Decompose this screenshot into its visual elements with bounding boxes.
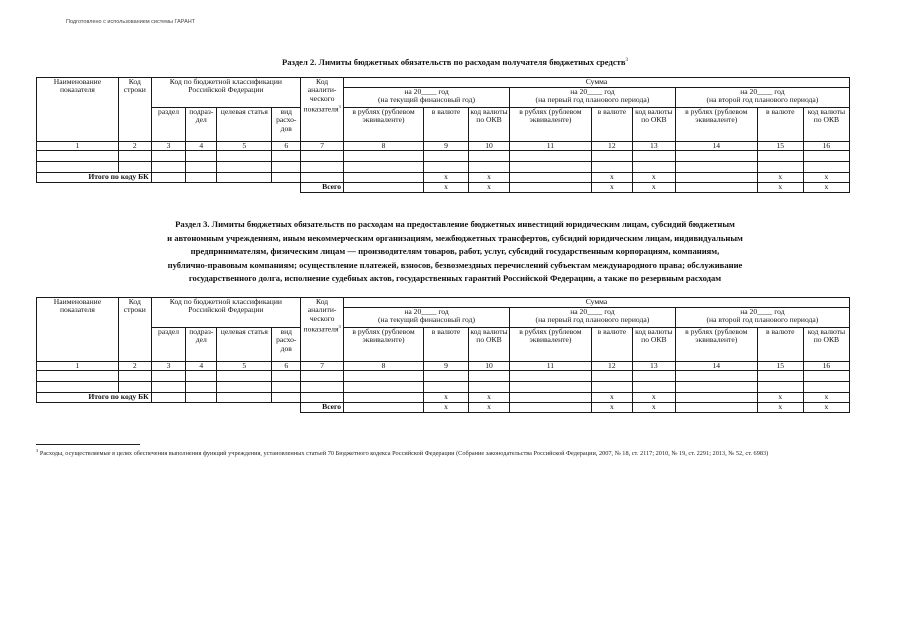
column-number-row	[37, 142, 850, 151]
cell[interactable]	[272, 151, 301, 162]
cell[interactable]	[469, 382, 510, 393]
x-mark: x	[423, 393, 468, 403]
cell[interactable]	[509, 393, 591, 403]
cell[interactable]	[632, 151, 675, 162]
data-row[interactable]	[37, 371, 850, 382]
header-currency: в валюте	[757, 108, 803, 142]
period-desc: (на второй год планового периода)	[706, 95, 819, 105]
header-sum: Сумма	[344, 298, 850, 308]
header-okv: код валюты по ОКВ	[803, 108, 849, 142]
total-all-label: Всего	[301, 183, 344, 193]
header-okv: код валюты по ОКВ	[803, 328, 849, 362]
section2-table	[36, 77, 850, 193]
header-period-plan2	[675, 88, 849, 108]
col-number: 8	[344, 142, 424, 151]
cell[interactable]	[301, 162, 344, 173]
col-number: 6	[272, 142, 301, 151]
cell[interactable]	[217, 371, 272, 382]
col-number: 12	[591, 362, 632, 371]
col-number: 14	[675, 142, 757, 151]
col-number: 14	[675, 362, 757, 371]
col-number: 9	[423, 362, 468, 371]
cell[interactable]	[757, 371, 803, 382]
cell[interactable]	[632, 162, 675, 173]
header-okv: код валюты по ОКВ	[632, 108, 675, 142]
cell[interactable]	[591, 371, 632, 382]
period-year: на 20____ год	[740, 307, 785, 316]
period-year: на 20____ год	[570, 307, 615, 316]
cell[interactable]	[118, 162, 151, 173]
col-number: 12	[591, 142, 632, 151]
header-podrazdel: подраз- дел	[186, 108, 217, 142]
cell[interactable]	[509, 183, 591, 193]
cell[interactable]	[344, 151, 424, 162]
header-period-plan2	[675, 308, 849, 328]
header-analytic-text: Код аналити- ческого показателя	[303, 297, 339, 334]
cell[interactable]	[37, 382, 119, 393]
header-target-article: целевая статья	[217, 108, 272, 142]
col-number: 10	[469, 362, 510, 371]
cell[interactable]	[675, 151, 757, 162]
header-rub: в рублях (рублевом эквиваленте)	[509, 108, 591, 142]
cell[interactable]	[423, 382, 468, 393]
footnote	[36, 446, 856, 459]
cell[interactable]	[675, 393, 757, 403]
total-all-label: Всего	[301, 403, 344, 413]
cell[interactable]	[469, 162, 510, 173]
total-bk-row	[37, 393, 850, 403]
col-number: 3	[151, 362, 186, 371]
period-year: на 20____ год	[404, 87, 449, 96]
cell[interactable]	[803, 371, 849, 382]
cell[interactable]	[423, 151, 468, 162]
col-number: 3	[151, 142, 186, 151]
total-all-row	[37, 403, 850, 413]
col-number: 15	[757, 362, 803, 371]
period-year: на 20____ год	[404, 307, 449, 316]
header-rub: в рублях (рублевом эквиваленте)	[509, 328, 591, 362]
cell[interactable]	[803, 162, 849, 173]
x-mark: x	[469, 173, 510, 183]
header-currency: в валюте	[423, 108, 468, 142]
cell[interactable]	[757, 151, 803, 162]
cell[interactable]	[186, 173, 217, 183]
col-number: 15	[757, 142, 803, 151]
col-number: 2	[118, 142, 151, 151]
total-all-row	[37, 183, 850, 193]
cell[interactable]	[151, 393, 186, 403]
cell[interactable]	[272, 173, 301, 183]
header-target-article: целевая статья	[217, 328, 272, 362]
section2-title	[60, 54, 850, 69]
cell[interactable]	[37, 151, 119, 162]
cell[interactable]	[509, 382, 591, 393]
cell[interactable]	[186, 162, 217, 173]
x-mark: x	[757, 183, 803, 193]
col-number: 16	[803, 142, 849, 151]
col-number: 6	[272, 362, 301, 371]
cell[interactable]	[217, 393, 272, 403]
header-name: Наименование показателя	[37, 78, 119, 142]
cell[interactable]	[632, 371, 675, 382]
header-expense-type: вид расхо- дов	[272, 328, 301, 362]
cell[interactable]	[509, 162, 591, 173]
x-mark: x	[591, 173, 632, 183]
footnote-divider	[36, 444, 140, 445]
cell[interactable]	[217, 382, 272, 393]
header-expense-type: вид расхо- дов	[272, 108, 301, 142]
x-mark: x	[632, 173, 675, 183]
cell[interactable]	[344, 371, 424, 382]
cell[interactable]	[301, 393, 344, 403]
header-sum: Сумма	[344, 78, 850, 88]
cell[interactable]	[803, 382, 849, 393]
cell[interactable]	[509, 371, 591, 382]
x-mark: x	[632, 183, 675, 193]
column-number-row	[37, 362, 850, 371]
x-mark: x	[423, 183, 468, 193]
col-number: 5	[217, 362, 272, 371]
col-number: 5	[217, 142, 272, 151]
x-mark: x	[757, 393, 803, 403]
cell[interactable]	[344, 403, 424, 413]
cell[interactable]	[675, 183, 757, 193]
header-currency: в валюте	[591, 108, 632, 142]
header-bk-code: Код по бюджетной классификации Российской Федерации	[151, 78, 300, 108]
header-period-current	[344, 308, 510, 328]
cell[interactable]	[803, 151, 849, 162]
cell[interactable]	[301, 151, 344, 162]
section3-title-line: государственного долга, исполнение судебных актов, государственных гарантий Российской Федерации, а также по резервным расходам	[188, 273, 722, 283]
col-number: 4	[186, 142, 217, 151]
period-year: на 20____ год	[570, 87, 615, 96]
col-number: 1	[37, 142, 119, 151]
cell[interactable]	[469, 151, 510, 162]
cell[interactable]	[344, 382, 424, 393]
col-number: 11	[509, 362, 591, 371]
period-desc: (на первый год планового периода)	[535, 315, 650, 325]
cell[interactable]	[344, 393, 424, 403]
x-mark: x	[469, 183, 510, 193]
cell[interactable]	[272, 393, 301, 403]
col-number: 7	[301, 142, 344, 151]
period-desc: (на первый год планового периода)	[535, 95, 650, 105]
cell[interactable]	[151, 173, 186, 183]
cell[interactable]	[217, 151, 272, 162]
footnote-marker: 3	[36, 448, 39, 453]
cell[interactable]	[186, 371, 217, 382]
header-rub: в рублях (рублевом эквиваленте)	[675, 108, 757, 142]
x-mark: x	[423, 403, 468, 413]
section2-title-text: Раздел 2. Лимиты бюджетных обязательств по расходам получателя бюджетных средств	[281, 56, 626, 67]
header-line-code: Код строки	[118, 78, 151, 142]
x-mark: x	[632, 393, 675, 403]
cell[interactable]	[509, 173, 591, 183]
cell[interactable]	[272, 162, 301, 173]
cell[interactable]	[344, 173, 424, 183]
cell[interactable]	[118, 371, 151, 382]
header-period-plan1	[509, 308, 675, 328]
cell[interactable]	[301, 382, 344, 393]
header-currency: в валюте	[591, 328, 632, 362]
cell[interactable]	[118, 151, 151, 162]
col-number: 8	[344, 362, 424, 371]
section2-title-note: 3	[625, 58, 629, 63]
header-okv: код валюты по ОКВ	[469, 108, 510, 142]
col-number: 1	[37, 362, 119, 371]
col-number: 2	[118, 362, 151, 371]
cell[interactable]	[272, 382, 301, 393]
cell[interactable]	[301, 371, 344, 382]
cell[interactable]	[757, 162, 803, 173]
cell[interactable]	[509, 403, 591, 413]
header-analytic-text: Код аналити- ческого показателя	[303, 77, 339, 114]
header-razdel: раздел	[151, 328, 186, 362]
cell[interactable]	[217, 162, 272, 173]
data-row[interactable]	[37, 382, 850, 393]
cell[interactable]	[675, 403, 757, 413]
cell[interactable]	[675, 162, 757, 173]
cell[interactable]	[423, 371, 468, 382]
cell[interactable]	[344, 183, 424, 193]
x-mark: x	[591, 403, 632, 413]
x-mark: x	[803, 393, 849, 403]
cell[interactable]	[37, 162, 119, 173]
header-currency: в валюте	[757, 328, 803, 362]
header-line-code: Код строки	[118, 298, 151, 362]
x-mark: x	[469, 403, 510, 413]
cell[interactable]	[37, 371, 119, 382]
cell[interactable]	[591, 162, 632, 173]
period-desc: (на второй год планового периода)	[706, 315, 819, 325]
cell[interactable]	[151, 371, 186, 382]
period-year: на 20____ год	[740, 87, 785, 96]
header-bk-code: Код по бюджетной классификации Российской Федерации	[151, 298, 300, 328]
col-number: 13	[632, 362, 675, 371]
cell[interactable]	[186, 382, 217, 393]
cell[interactable]	[217, 173, 272, 183]
header-rub: в рублях (рублевом эквиваленте)	[344, 328, 424, 362]
header-okv: код валюты по ОКВ	[632, 328, 675, 362]
header-period-plan1	[509, 88, 675, 108]
x-mark: x	[803, 173, 849, 183]
cell[interactable]	[675, 382, 757, 393]
cell[interactable]	[591, 382, 632, 393]
header-analytic-code	[301, 298, 344, 362]
cell[interactable]	[469, 371, 510, 382]
cell[interactable]	[591, 151, 632, 162]
period-desc: (на текущий финансовый год)	[378, 95, 476, 105]
x-mark: x	[591, 183, 632, 193]
header-rub: в рублях (рублевом эквиваленте)	[344, 108, 424, 142]
cell[interactable]	[301, 173, 344, 183]
header-analytic-note: 3	[338, 324, 341, 330]
header-analytic-note: 3	[338, 104, 341, 110]
col-number: 4	[186, 362, 217, 371]
header-analytic-code	[301, 78, 344, 142]
total-bk-row	[37, 173, 850, 183]
col-number: 7	[301, 362, 344, 371]
x-mark: x	[757, 173, 803, 183]
section3-title-line: и автономным учреждениям, иным некоммерческим организациям, межбюджетных трансфертов, субсидий юридическим лицам, индивидуальным	[167, 232, 743, 243]
total-bk-label: Итого по коду БК	[37, 393, 152, 403]
header-podrazdel: подраз- дел	[186, 328, 217, 362]
section3-title-line: публично-правовым компаниям; осуществление платежей, взносов, безвозмездных перечислений субъектам международного права; обслуживание	[167, 259, 743, 270]
section3-table	[36, 297, 850, 413]
watermark: Подготовлено с использованием системы ГАРАНТ	[66, 19, 196, 25]
cell[interactable]	[186, 151, 217, 162]
footnote-text: Расходы, осуществляемые в целях обеспечения выполнения функций учреждения, установленных статьей 70 Бюджетного кодекса Российской Федерации (Собрание законодательства Российской Федерации, 2007, № 18, ст. 2117; 2010, № 19, ст. 2291; 2013, № 52, ст. 6983)	[39, 450, 769, 458]
cell[interactable]	[186, 393, 217, 403]
x-mark: x	[423, 173, 468, 183]
header-razdel: раздел	[151, 108, 186, 142]
x-mark: x	[757, 403, 803, 413]
header-period-current	[344, 88, 510, 108]
col-number: 9	[423, 142, 468, 151]
x-mark: x	[803, 183, 849, 193]
cell[interactable]	[118, 382, 151, 393]
cell[interactable]	[757, 382, 803, 393]
cell[interactable]	[632, 382, 675, 393]
cell[interactable]	[675, 173, 757, 183]
header-currency: в валюте	[423, 328, 468, 362]
period-desc: (на текущий финансовый год)	[378, 315, 476, 325]
cell[interactable]	[423, 162, 468, 173]
cell[interactable]	[675, 371, 757, 382]
section3-title	[50, 218, 860, 286]
header-okv: код валюты по ОКВ	[469, 328, 510, 362]
x-mark: x	[591, 393, 632, 403]
section3-title-line: предпринимателям, физическим лицам — производителям товаров, работ, услуг, субсидий государственным корпорациям, компаниям,	[190, 246, 720, 256]
header-name: Наименование показателя	[37, 298, 119, 362]
data-row[interactable]	[37, 162, 850, 173]
cell[interactable]	[151, 162, 186, 173]
cell[interactable]	[151, 382, 186, 393]
col-number: 10	[469, 142, 510, 151]
cell[interactable]	[272, 371, 301, 382]
col-number: 13	[632, 142, 675, 151]
col-number: 11	[509, 142, 591, 151]
x-mark: x	[469, 393, 510, 403]
x-mark: x	[632, 403, 675, 413]
cell[interactable]	[509, 151, 591, 162]
cell[interactable]	[151, 151, 186, 162]
section3-title-line: Раздел 3. Лимиты бюджетных обязательств по расходам на предоставление бюджетных инвестиций юридическим лицам, субсидий бюджетным	[175, 219, 735, 229]
total-bk-label: Итого по коду БК	[37, 173, 152, 183]
cell[interactable]	[344, 162, 424, 173]
col-number: 16	[803, 362, 849, 371]
data-row[interactable]	[37, 151, 850, 162]
x-mark: x	[803, 403, 849, 413]
header-rub: в рублях (рублевом эквиваленте)	[675, 328, 757, 362]
